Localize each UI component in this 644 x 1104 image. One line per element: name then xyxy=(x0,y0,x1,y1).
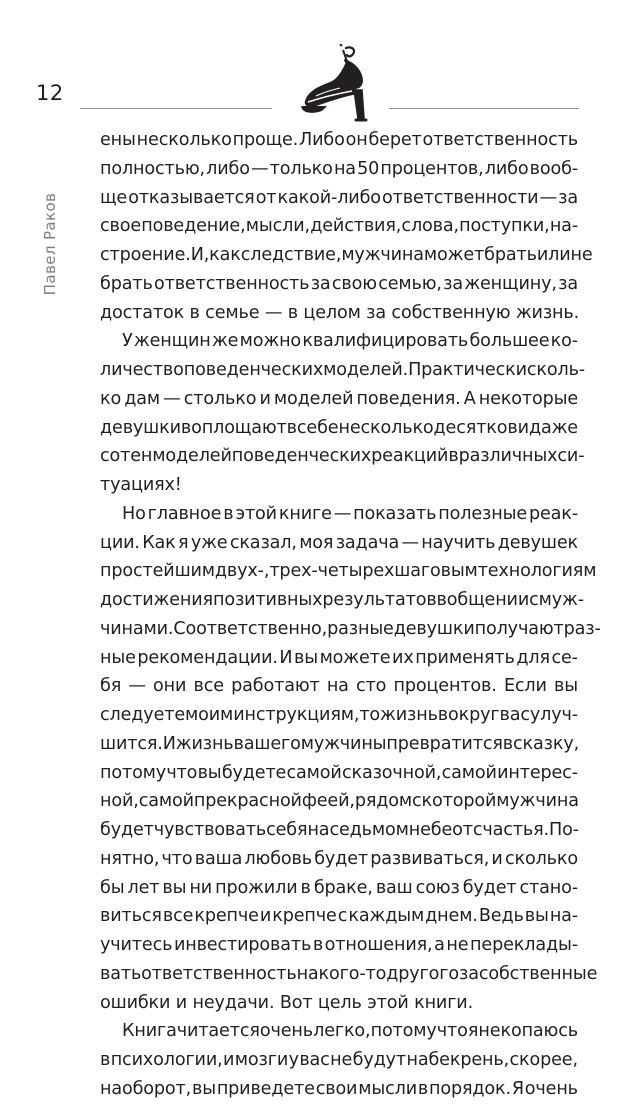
word: за xyxy=(458,963,479,984)
word: что xyxy=(161,848,193,869)
word: самой xyxy=(441,762,497,783)
text-line: достаток в семье — в целом за собственную жизнь. xyxy=(100,302,580,323)
word: улуч- xyxy=(529,705,578,725)
word: результатов xyxy=(322,590,437,610)
word: сказал, xyxy=(229,532,297,553)
word: на- xyxy=(549,216,578,237)
word: будет xyxy=(462,877,517,898)
word: от xyxy=(255,187,277,208)
word: стано- xyxy=(519,877,578,898)
word: либо xyxy=(484,158,529,179)
word: отношения, xyxy=(324,935,433,955)
word: не xyxy=(478,1021,501,1042)
word: инструкциям, xyxy=(233,705,360,725)
word: кого-то xyxy=(318,963,387,984)
text-line xyxy=(100,730,578,759)
word: сказку, xyxy=(513,733,580,754)
word: применять xyxy=(415,647,515,668)
word: психологии, xyxy=(110,1050,223,1070)
word: ной, xyxy=(100,791,139,812)
text-line: ошибки и неудачи. Вот цель этой книги. xyxy=(100,992,474,1013)
word: вашего xyxy=(233,733,301,754)
word: превратится xyxy=(386,733,503,754)
word: поведения. xyxy=(356,388,461,409)
text-line xyxy=(100,1075,578,1104)
word: не xyxy=(570,245,593,265)
word: четырехшаговым xyxy=(317,561,478,582)
word: жизнь xyxy=(380,705,438,725)
word: слова, xyxy=(401,216,459,237)
word: в xyxy=(502,733,514,754)
word: вы xyxy=(294,647,318,668)
word: седьмом xyxy=(329,820,409,840)
word: копаюсь xyxy=(500,1021,578,1042)
word: технологиям xyxy=(477,561,597,582)
word: в xyxy=(100,1050,111,1070)
word: можно xyxy=(239,331,302,352)
word: в xyxy=(448,446,459,467)
word: за xyxy=(443,273,463,294)
word: или xyxy=(536,245,571,265)
word: позитивных xyxy=(212,590,323,610)
word: десятков xyxy=(433,417,518,438)
word: Соответственно, xyxy=(173,618,328,639)
word: некоторые xyxy=(478,388,578,409)
word: реакций xyxy=(371,446,449,467)
word: свои xyxy=(315,1078,358,1099)
word: я xyxy=(467,1021,479,1042)
word: работают xyxy=(231,676,320,697)
word: этой xyxy=(235,503,277,524)
word: ваш xyxy=(375,877,413,898)
word: не xyxy=(330,1050,353,1070)
word: у xyxy=(288,1050,299,1070)
word: свою xyxy=(331,273,377,294)
word: на xyxy=(333,158,356,179)
word: лет xyxy=(127,877,160,898)
word: вы xyxy=(554,676,578,697)
word: По- xyxy=(548,820,579,840)
word: в xyxy=(436,590,447,610)
word: в xyxy=(300,877,311,898)
word: порядок. xyxy=(428,1078,511,1099)
text-line xyxy=(100,212,578,241)
word: днем. xyxy=(425,906,478,927)
word: легко, xyxy=(313,1021,371,1042)
word: двух-, xyxy=(214,561,270,582)
word: очень xyxy=(524,1078,578,1099)
word: Если xyxy=(503,676,547,697)
word: мысли xyxy=(358,1078,417,1099)
word: Практически xyxy=(408,360,527,380)
word: в xyxy=(312,935,324,955)
word: себе xyxy=(296,417,339,438)
word: можете xyxy=(319,647,391,668)
word: все xyxy=(193,676,224,697)
word: брать xyxy=(100,273,153,294)
word: и xyxy=(259,388,271,409)
word: ко xyxy=(100,388,122,409)
word: на xyxy=(296,963,319,984)
word: полезные xyxy=(438,503,527,524)
word: поведение, xyxy=(141,216,246,237)
word: собственные xyxy=(478,963,598,984)
word: книге xyxy=(278,503,332,524)
word: — xyxy=(163,388,181,409)
text-line xyxy=(100,155,578,184)
word: в xyxy=(286,417,297,438)
word: наоборот, xyxy=(100,1078,192,1099)
word: сколько xyxy=(504,848,578,869)
body-text xyxy=(100,126,601,1104)
word: будете xyxy=(221,762,287,783)
word: другого xyxy=(386,963,459,984)
word: только xyxy=(269,158,333,179)
word: вооб- xyxy=(529,158,578,179)
text-line xyxy=(100,787,578,816)
word: ваша xyxy=(194,848,243,869)
word: нятно, xyxy=(100,848,160,869)
word: как xyxy=(209,245,241,265)
text-line xyxy=(100,327,578,356)
word: различных xyxy=(458,446,558,467)
word: и xyxy=(259,906,272,927)
word: либо xyxy=(206,158,250,179)
word: все xyxy=(162,906,194,927)
word: будет xyxy=(314,848,368,869)
word: любовь xyxy=(244,848,312,869)
word: что xyxy=(166,762,198,783)
text-line xyxy=(100,586,584,615)
word: моим xyxy=(185,705,234,725)
word: процентов, xyxy=(380,158,484,179)
word: ни xyxy=(189,877,213,898)
word: набекрень, xyxy=(406,1050,510,1070)
word: шится. xyxy=(100,733,163,754)
word: даже xyxy=(528,417,578,438)
word: на- xyxy=(549,906,578,927)
text-line xyxy=(100,845,578,874)
word: полностью, xyxy=(100,158,205,179)
word: ены xyxy=(100,130,136,150)
word: общении xyxy=(446,590,530,610)
word: семью, xyxy=(378,273,442,294)
word: уже xyxy=(190,532,228,553)
word: се- xyxy=(551,647,578,668)
word: переклады- xyxy=(470,935,578,955)
word: бя xyxy=(100,676,122,697)
word: строение. xyxy=(100,245,191,265)
word: сколь- xyxy=(526,360,585,380)
word: Книга xyxy=(122,1021,177,1042)
word: раз- xyxy=(563,618,601,639)
header-rule-left xyxy=(80,108,272,109)
word: девушки xyxy=(100,417,181,438)
word: — xyxy=(401,532,419,553)
word: несколько xyxy=(338,417,434,438)
word: вать xyxy=(100,963,142,984)
word: же xyxy=(211,331,239,352)
word: девушки xyxy=(393,618,475,639)
word: от xyxy=(452,820,473,840)
word: мужчина xyxy=(496,791,579,812)
word: большее xyxy=(469,331,550,352)
word: крепче xyxy=(194,906,259,927)
word: моделей xyxy=(152,446,232,467)
text-line xyxy=(100,184,578,213)
text-line xyxy=(100,1017,578,1046)
text-line xyxy=(100,1046,578,1075)
word: показать xyxy=(353,503,437,524)
text-line xyxy=(100,644,578,673)
word: он xyxy=(345,130,368,150)
word: — xyxy=(251,158,269,179)
word: проще. xyxy=(232,130,299,150)
word: У xyxy=(122,331,133,352)
word: поведенческих xyxy=(183,360,324,380)
text-line xyxy=(100,672,578,701)
word: ответственность xyxy=(141,963,297,984)
word: женщину, xyxy=(464,273,557,294)
word: процентов. xyxy=(393,676,497,697)
word: вы xyxy=(524,906,549,927)
word: ции. xyxy=(100,532,140,553)
word: союз xyxy=(415,877,460,898)
word: какой-либо xyxy=(277,187,381,208)
word: каждым xyxy=(348,906,425,927)
word: моделей. xyxy=(323,360,409,380)
text-line xyxy=(100,960,598,989)
word: ответственность xyxy=(153,273,310,294)
word: вы xyxy=(197,762,222,783)
text-line xyxy=(100,414,578,443)
word: потому xyxy=(370,1021,437,1042)
text-line xyxy=(100,701,578,730)
word: Либо xyxy=(299,130,345,150)
word: женщин xyxy=(133,331,211,352)
word: и xyxy=(223,1050,235,1070)
text-line xyxy=(100,931,578,960)
word: читается xyxy=(176,1021,260,1042)
word: простейшим xyxy=(100,561,215,582)
page-number: 12 xyxy=(36,81,64,105)
word: интерес- xyxy=(497,762,578,783)
word: чинами. xyxy=(100,618,174,639)
word: поступки, xyxy=(459,216,550,237)
word: виться xyxy=(100,906,162,927)
word: небе xyxy=(408,820,453,840)
text-line xyxy=(100,874,578,903)
word: главное xyxy=(147,503,222,524)
word: очень xyxy=(259,1021,313,1042)
word: и xyxy=(491,848,503,869)
text-line xyxy=(100,241,593,270)
text-line xyxy=(100,356,585,385)
word: Но xyxy=(122,503,146,524)
word: — xyxy=(539,187,558,208)
word: И, xyxy=(190,245,210,265)
word: мужчина xyxy=(341,245,424,265)
word: рядом xyxy=(354,791,413,812)
word: их xyxy=(392,647,414,668)
word: реак- xyxy=(528,503,578,524)
text-line xyxy=(100,385,578,414)
word: вы xyxy=(162,877,187,898)
high-heel-shoe-icon xyxy=(296,44,378,122)
word: будут xyxy=(352,1050,407,1070)
word: 50 xyxy=(357,158,380,179)
word: жизнь xyxy=(175,733,234,754)
header-rule-right xyxy=(389,108,579,109)
word: будет xyxy=(100,820,154,840)
word: с xyxy=(529,590,539,610)
word: прожили xyxy=(215,877,298,898)
word: Как xyxy=(142,532,176,553)
word: следуете xyxy=(100,705,186,725)
text-line xyxy=(100,816,578,845)
word: личество xyxy=(100,360,184,380)
word: счастья. xyxy=(472,820,549,840)
word: и xyxy=(517,417,529,438)
word: я xyxy=(178,532,189,553)
word: достижения xyxy=(100,590,213,610)
word: получают xyxy=(474,618,564,639)
word: сказочной, xyxy=(341,762,442,783)
running-head: Павел Раков xyxy=(41,192,59,296)
word: за xyxy=(558,273,578,294)
word: научить xyxy=(421,532,496,553)
word: ще xyxy=(100,187,128,208)
word: ко- xyxy=(550,331,578,352)
word: берет xyxy=(368,130,422,150)
word: мозги xyxy=(234,1050,289,1070)
word: не xyxy=(446,935,469,955)
word: А xyxy=(463,388,476,409)
word: скорее, xyxy=(509,1050,578,1070)
text-line xyxy=(100,442,585,471)
word: то xyxy=(359,705,381,725)
word: бы xyxy=(100,877,125,898)
word: моя xyxy=(299,532,334,553)
word: вас xyxy=(299,1050,330,1070)
word: инвестировать xyxy=(173,935,312,955)
text-line xyxy=(100,126,578,155)
word: развиваться, xyxy=(370,848,490,869)
text-line xyxy=(100,615,601,644)
word: приведете xyxy=(216,1078,315,1099)
word: чувствовать xyxy=(153,820,267,840)
word: на xyxy=(326,676,349,697)
text-line xyxy=(100,500,578,529)
word: мысли, xyxy=(245,216,310,237)
text-line xyxy=(100,529,578,558)
word: потому xyxy=(100,762,167,783)
text-line xyxy=(100,759,578,788)
word: моделей xyxy=(273,388,354,409)
word: действия, xyxy=(310,216,402,237)
word: — xyxy=(128,676,146,697)
word: брать xyxy=(484,245,537,265)
word: — xyxy=(333,503,352,524)
word: И xyxy=(279,647,293,668)
word: себя xyxy=(266,820,308,840)
text-line xyxy=(100,557,597,586)
word: свое xyxy=(100,216,142,237)
word: сто xyxy=(356,676,387,697)
word: ответственности xyxy=(382,187,539,208)
word: Ведь xyxy=(478,906,524,927)
word: вас xyxy=(499,705,530,725)
word: на xyxy=(307,820,330,840)
word: си- xyxy=(557,446,585,467)
word: феей, xyxy=(301,791,355,812)
word: а xyxy=(434,935,445,955)
word: они xyxy=(153,676,187,697)
word: за xyxy=(310,273,331,294)
word: в xyxy=(417,1078,429,1099)
word: прекрасной xyxy=(193,791,302,812)
word: несколько xyxy=(136,130,232,150)
text-line xyxy=(100,270,578,299)
word: муж- xyxy=(538,590,584,610)
word: за xyxy=(558,187,578,208)
word: может xyxy=(423,245,485,265)
word: задача xyxy=(335,532,400,553)
word: воплощают xyxy=(180,417,287,438)
word: трех- xyxy=(269,561,318,582)
word: ные xyxy=(100,647,136,668)
word: Я xyxy=(511,1078,524,1099)
word: которой xyxy=(421,791,497,812)
word: с xyxy=(412,791,422,812)
word: столько xyxy=(183,388,257,409)
text-line: туациях! xyxy=(100,475,182,495)
word: разные xyxy=(327,618,394,639)
word: ответственность xyxy=(422,130,578,150)
word: для xyxy=(516,647,550,668)
word: следствие, xyxy=(240,245,342,265)
word: с xyxy=(337,906,348,927)
word: сотен xyxy=(100,446,153,467)
word: девушек xyxy=(497,532,578,553)
word: браке, xyxy=(313,877,373,898)
word: самой xyxy=(286,762,342,783)
word: дам xyxy=(124,388,160,409)
word: в xyxy=(223,503,234,524)
word: что xyxy=(436,1021,468,1042)
word: рекомендации. xyxy=(137,647,278,668)
word: мужчины xyxy=(300,733,387,754)
text-line xyxy=(100,902,578,931)
word: квалифицировать xyxy=(302,331,469,352)
word: поведенческих xyxy=(231,446,372,467)
word: отказывается xyxy=(128,187,255,208)
word: самой xyxy=(138,791,194,812)
word: вы xyxy=(191,1078,216,1099)
word: И xyxy=(162,733,176,754)
word: вокруг xyxy=(437,705,500,725)
word: учитесь xyxy=(100,935,173,955)
word: крепче xyxy=(272,906,337,927)
